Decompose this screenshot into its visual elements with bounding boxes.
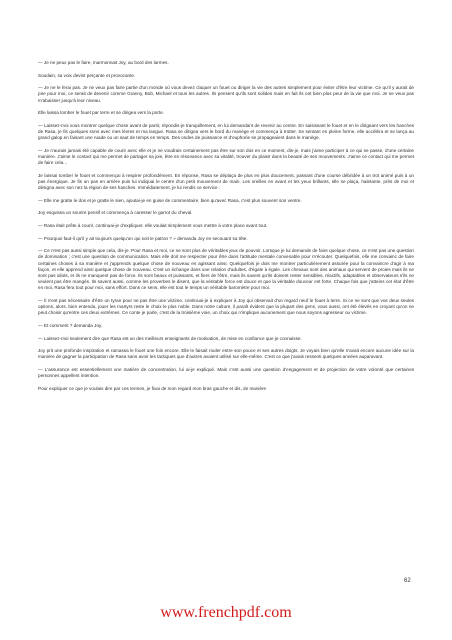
watermark-url: www.frenchpdf.com [160,604,292,621]
paragraph: — L'assurance est essentiellement une matière de concentration, lui ai-je expliqué. Mais c'est aussi une question d'engagement et de projection de votre volonté que certaines personnes appellent intention. [38,366,414,379]
paragraph: Joy esquissa un sourire pensif et commença à caresser le garrot du cheval. [38,210,193,216]
paragraph: — Elle me gratte le dos et je gratte le sien, ajoutai-je en guise de commentaire, bien qu'avec Rasa, c'est plus souvent son ventre. [38,197,302,203]
paragraph: Joy prit une profonde inspiration et ramassa le fouet une fois encore. Elle le faisait rouler entre son pouce et ses autres doigts. Je voyais bien qu'elle n'avait encore aucune idée sur la manière de gagner la participation de Rasa sans avoir les tactiques que d'autres avaient utilisé sur elle-même. C'est ce que j'avais ressenti quelques années auparavant. [38,348,414,360]
paragraph: — Il n'est pas nécessaire d'être un tyran pour ne pas être une victime, continuai-je à expliquer à Joy qui observait d'un regard neuf le fouet à terre. Si ce ne sont que vos deux seules options, alors, bien entendu, jouer les martyrs reste le choix le plus noble. Dans notre culture, il paraît évident que la plupart des gens, vous aussi, ont été élevés en croyant qu'on ne peut choisir qu'entre ces deux extrêmes. Ce conte je parle, c'est de la troisième voie, un choix qui n'implique aucunement que nous soyons agresseur ou victime. [38,297,414,316]
paragraph: — Je n'aurais jamais été capable de courir avec elle et je ne voudrais certainement pas être sur son dos en ce moment, dis-je, mais j'aime participer à ce qui se passe, d'une certaine manière. J'aime le contact qui me permet de partager sa joie, être en résonance avec sa vitalité, trouver du plaisir dans la beauté de ses mouvements. J'aime ce contact qui me permet de faire cela... [38,147,414,166]
paragraph: Je laissai tomber le fouet et commençai à respirer profondément. En réponse, Rasa se déplaça de plus en plus doucement, passant d'une course débridée à un trot animé puis à un pas énergique. Je fis un pas en arrière puis lui indiquai le centre d'un petit mouvement de main. Les oreilles en avant et les yeux brillants, elle se plaça, haletante, près de moi et désigna avec son nez la région de ses hanches. Immédiatement, je lui rendis ce service : [38,172,414,191]
paragraph: — Je ne le ferai pas. Je ne veux pas faire partie d'un monde où vous devez claquer un fouet ou diriger la vie des autres simplement pour éviter d'être leur victime. Ce qu'il y aurait de pire pour moi, ce serait de devenir comme Granny, Bob, Michael et tous les autres. Ils pensent qu'ils sont solides mais en fait ils ont bien plus peur de la vie que moi. Je ne veux pas m'abaisser jusqu'à leur niveau. [38,85,414,103]
paragraph: — Laissez-moi seulement dire que Rasa est un des meilleurs enseignants de motivation, de mise en confiance que je connaisse. [38,335,302,341]
paragraph: — Pourquoi faut-il qu'il y ait toujours quelqu'un qui soit le patron ? » demanda Joy en secouant sa tête. [38,235,248,241]
paragraph: Elle laissa tomber le fouet par terre et se dirigea vers la porte. [38,110,165,116]
document-page [38,60,414,398]
paragraph: Soudain, sa voix devint perçante et provocante. [38,72,136,78]
paragraph: — Rasa était prête à courir, continuai-je d'expliquer, elle voulait simplement vous mettre à votre place avant tout. [38,222,268,228]
paragraph: Pour expliquer ce que je voulais dire par ces termes, je fixai de mon regard mon bras gauche et dis, de manière [38,385,267,391]
paragraph: — Ce n'est pas aussi simple que cela, dis-je. Pour Rasa et moi, ce ne sont plus de véritables jeux de pouvoir. Lorsque je lui demande de faire quelque chose, ce n'est pas une question de domination ; c'est une question de communication. Mais elle doit me respecter pour être dans l'attitude mentale convenable pour m'écouter. Quelquefois, elle me convainc de faire certaines choses à sa manière et j'apprends quelque chose de nouveau en agissant ainsi. Quelquefois je dois me montrer particulièrement assurée pour la convaincre d'agir à ma façon, et elle apprend ainsi quelque chose de nouveau. C'est un échange dans une relation d'adultes, d'égale à égale. Les chevaux sont des animaux qui servent de proies mais ils ne sont pas idiots, et ils ne manquent pas de force. Ils sont beaux et puissants, et fiers de l'être, mais ils savent qu'ils doivent rester sensibles, réactifs, adaptables et observateurs s'ils ne veulent pas être mangés. Ils savent aussi, comme les proverbes le disent, que la véritable force est douce et que la véritable douceur est forte. Chaque fois que j'atteins cet état d'être en moi, Rasa fera tout pour moi, sans effort. Dans ce sens, elle est tout le temps un véritable baromètre pour moi. [38,248,414,291]
paragraph: — Et comment ? demanda Joy. [38,322,103,328]
paragraph: — Laissez-moi vous montrer quelque chose avant de partir, répondis-je tranquillement, en lui demandant de revenir au centre. En saisissant le fouet et en le dirigeant vers les hanches de Rasa, je fis quelques sons avec mes lèvres et ma langue. Rasa se dirigea vers le bord du manège et commença à trotter. Se sentant en pleine forme, elle accéléra et se lança au grand galop en faisant une ruade ou un saut de temps en temps. Des ondes de puissance et d'euphorie se propageaient dans le manège. [38,122,414,141]
page-number: 62 [404,578,411,584]
paragraph: — Je ne peux pas le faire, marmonnait Joy, au bord des larmes. [38,60,169,65]
